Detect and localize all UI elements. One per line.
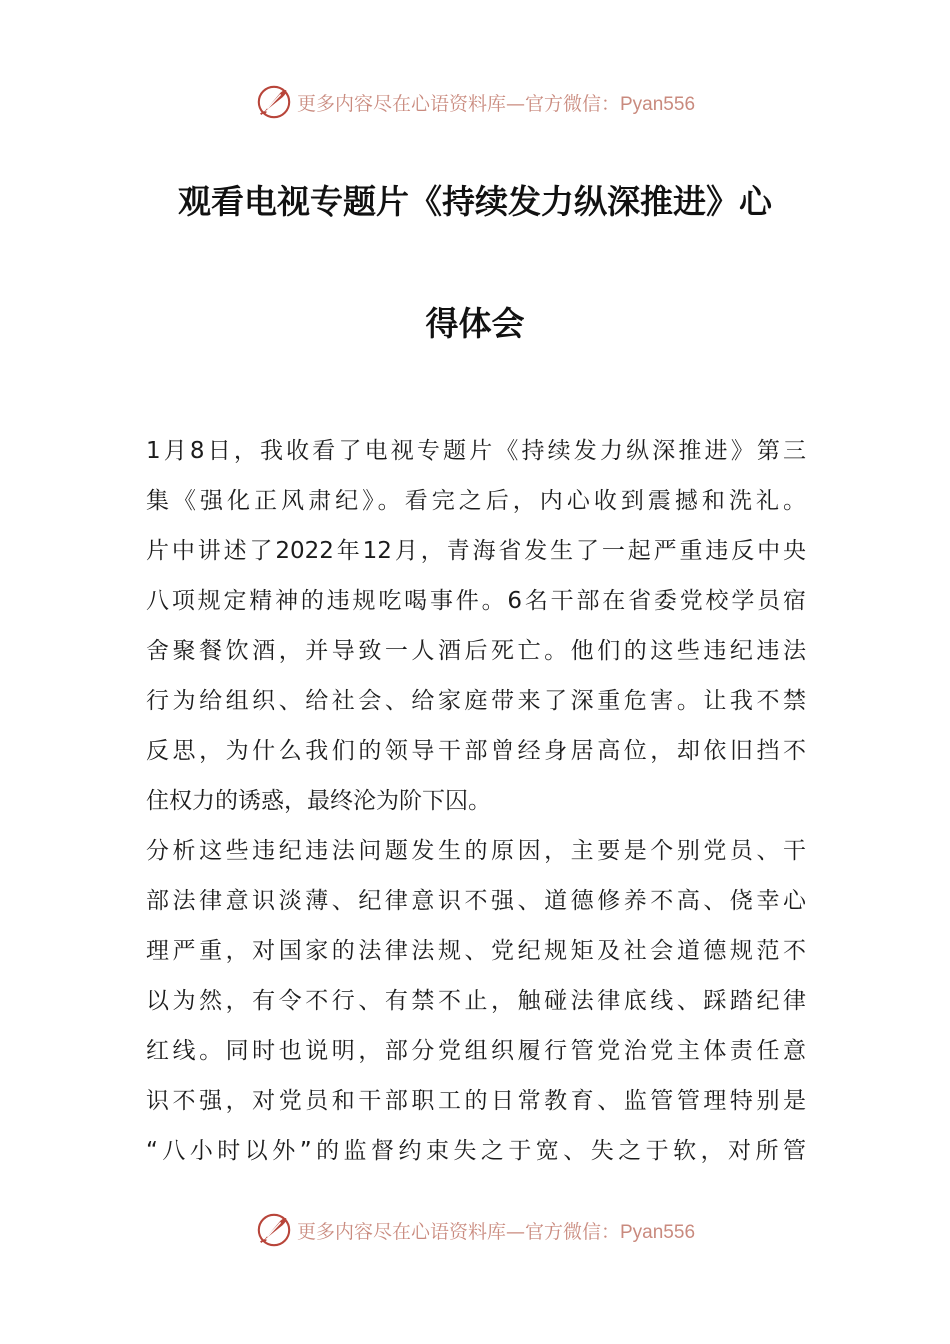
body-line: 部法律意识淡薄、纪律意识不强、道德修养不高、侥幸心 xyxy=(146,888,806,914)
body-line: 舍聚餐饮酒，并导致一人酒后死亡。他们的这些违纪违法 xyxy=(146,638,806,664)
body-line: 片中讲述了2022年12月，青海省发生了一起严重违反中央 xyxy=(146,538,806,564)
document-body xyxy=(146,426,806,1176)
document-title-line-1: 观看电视专题片《持续发力纵深推进》心 xyxy=(178,182,772,221)
banner-caption: 更多内容尽在心语资料库—官方微信： xyxy=(296,1220,620,1243)
body-line: 反思，为什么我们的领导干部曾经身居高位，却依旧挡不 xyxy=(146,738,806,764)
body-line: “八小时以外”的监督约束失之于宽、失之于软，对所管 xyxy=(146,1138,806,1164)
body-line: 1月8日，我收看了电视专题片《持续发力纵深推进》第三 xyxy=(146,438,806,464)
banner-text xyxy=(297,89,695,116)
body-line: 八项规定精神的违规吃喝事件。6名干部在省委党校学员宿 xyxy=(146,588,806,614)
banner-text xyxy=(297,1217,695,1244)
body-line: 分析这些违纪违法问题发生的原因，主要是个别党员、干 xyxy=(146,838,806,864)
banner-caption: 更多内容尽在心语资料库—官方微信： xyxy=(296,92,620,115)
body-line: 行为给组织、给社会、给家庭带来了深重危害。让我不禁 xyxy=(146,688,806,714)
wechat-handle: Pyan556 xyxy=(620,1221,696,1243)
header-banner xyxy=(0,82,950,122)
body-line: 识不强，对党员和干部职工的日常教育、监管管理特别是 xyxy=(146,1088,806,1114)
footer-banner xyxy=(0,1210,950,1250)
body-line: 集《强化正风肃纪》。看完之后，内心收到震撼和洗礼。 xyxy=(146,488,806,514)
body-line: 红线。同时也说明，部分党组织履行管党治党主体责任意 xyxy=(146,1038,806,1064)
wechat-handle: Pyan556 xyxy=(620,93,696,115)
document-title-line-2: 得体会 xyxy=(425,304,525,343)
body-line: 以为然，有令不行、有禁不止，触碰法律底线、踩踏纪律 xyxy=(146,988,806,1014)
body-line: 住权力的诱惑，最终沦为阶下囚。 xyxy=(146,788,491,814)
body-line: 理严重，对国家的法律法规、党纪规矩及社会道德规范不 xyxy=(146,938,806,964)
quill-logo-icon xyxy=(255,1211,293,1249)
quill-logo-icon xyxy=(255,83,293,121)
